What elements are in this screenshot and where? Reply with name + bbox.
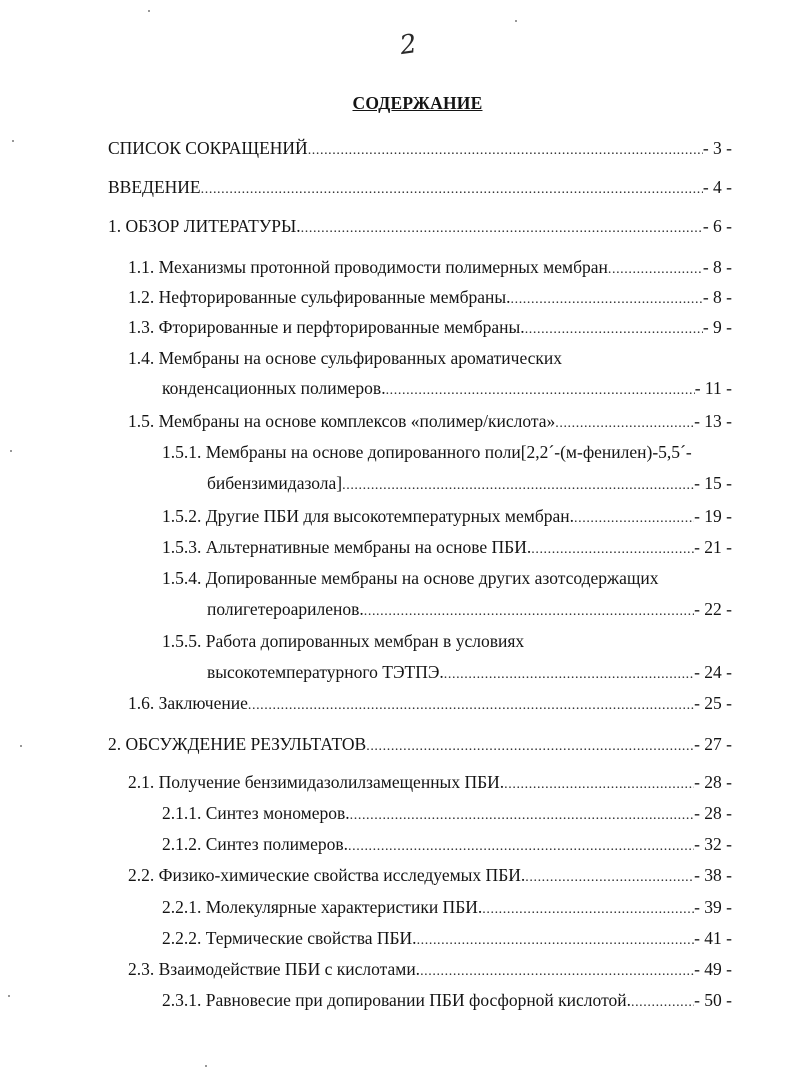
dot-leader xyxy=(386,380,695,402)
toc-page-number: - 49 - xyxy=(694,959,732,979)
dot-leader xyxy=(531,539,694,561)
toc-entry-text: ВВЕДЕНИЕ xyxy=(108,177,201,197)
toc-entry-text: 1.6. Заключение xyxy=(128,693,248,713)
page-title: СОДЕРЖАНИЕ xyxy=(352,93,483,113)
toc-entry-1-5-3[interactable] xyxy=(162,536,732,561)
scan-speck xyxy=(148,10,150,12)
toc-entry-text: 2.2.2. Термические свойства ПБИ. xyxy=(162,928,417,948)
toc-entry-2-3-1[interactable] xyxy=(162,989,732,1014)
dot-leader xyxy=(574,508,694,530)
toc-entry-1-1[interactable] xyxy=(128,256,732,281)
toc-entry-text: 2.1.2. Синтез полимеров. xyxy=(162,834,349,854)
toc-entry-2-1-1[interactable] xyxy=(162,802,732,827)
toc-entry-text: 1.5. Мембраны на основе комплексов «полимер/кислота» xyxy=(128,411,556,431)
toc-entry-chapter-2[interactable] xyxy=(108,733,732,758)
toc-entry-text: 2.3.1. Равновесие при допировании ПБИ фосфорной кислотой. xyxy=(162,990,631,1010)
scan-speck xyxy=(515,20,517,22)
dot-leader xyxy=(511,289,703,311)
dot-leader xyxy=(525,319,703,341)
toc-entry-text: 1.5.2. Другие ПБИ для высокотемпературных мембран. xyxy=(162,506,575,526)
toc-page-number: - 24 - xyxy=(694,662,732,682)
toc-entry-text: полигетероариленов. xyxy=(207,599,364,619)
toc-page-number: - 8 - xyxy=(702,257,732,277)
toc-entry-2-1-2[interactable] xyxy=(162,833,732,858)
toc-entry-1-3[interactable] xyxy=(128,316,732,341)
dot-leader xyxy=(525,867,694,889)
toc-entry-1-4-line1[interactable]: 1.4. Мембраны на основе сульфированных ароматических xyxy=(128,348,563,368)
toc-entry-text: 1. ОБЗОР ЛИТЕРАТУРЫ. xyxy=(108,216,301,236)
scan-speck xyxy=(20,745,22,747)
toc-entry-1-5-5-line1[interactable]: 1.5.5. Работа допированных мембран в условиях xyxy=(162,631,525,651)
dot-leader xyxy=(348,836,694,858)
dot-leader xyxy=(366,736,694,758)
dot-leader xyxy=(308,140,703,162)
dot-leader xyxy=(364,601,694,623)
dot-leader xyxy=(444,664,694,686)
toc-entry-2-2-2[interactable] xyxy=(162,927,732,952)
toc-entry-text: СПИСОК СОКРАЩЕНИЙ xyxy=(108,138,308,158)
scan-speck xyxy=(12,140,14,142)
toc-page-number: - 11 - xyxy=(694,378,732,398)
toc-entry-2-2-1[interactable] xyxy=(162,896,732,921)
toc-page-number: - 15 - xyxy=(694,473,732,493)
toc-entry-text: 1.1. Механизмы протонной проводимости полимерных мембран xyxy=(128,257,608,277)
scan-speck xyxy=(8,995,10,997)
dot-leader xyxy=(420,961,694,983)
toc-page-number: - 39 - xyxy=(694,897,732,917)
toc-entry-chapter-1[interactable] xyxy=(108,215,732,240)
toc-page-number: - 41 - xyxy=(694,928,732,948)
dot-leader xyxy=(631,992,694,1014)
dot-leader xyxy=(342,475,694,497)
toc-entry-introduction[interactable] xyxy=(108,176,732,201)
toc-entry-1-5[interactable] xyxy=(128,410,732,435)
scan-speck xyxy=(205,1065,207,1067)
toc-entry-text: высокотемпературного ТЭТПЭ. xyxy=(207,662,444,682)
toc-page-number: - 9 - xyxy=(702,317,732,337)
toc-page-number: - 27 - xyxy=(694,734,732,754)
page-number: 2 xyxy=(397,28,419,62)
toc-entry-1-6[interactable] xyxy=(128,692,732,717)
toc-entry-text: бибензимидазола] xyxy=(207,473,343,493)
toc-entry-text: 1.2. Нефторированные сульфированные мембраны. xyxy=(128,287,511,307)
dot-leader xyxy=(248,695,694,717)
toc-entry-abbreviations[interactable] xyxy=(108,137,732,162)
toc-entry-1-5-1-line1[interactable]: 1.5.1. Мембраны на основе допированного поли[2,2´-(м-фенилен)-5,5´- xyxy=(162,442,692,462)
toc-entry-text: конденсационных полимеров. xyxy=(162,378,386,398)
toc-entry-2-1[interactable] xyxy=(128,771,732,796)
toc-entry-text: 2.1. Получение бензимидазолилзамещенных ПБИ. xyxy=(128,772,505,792)
toc-entry-1-5-1[interactable] xyxy=(207,472,732,497)
toc-entry-1-5-4[interactable] xyxy=(207,598,732,623)
dot-leader xyxy=(608,259,703,281)
toc-entry-1-5-2[interactable] xyxy=(162,505,732,530)
dot-leader xyxy=(350,805,694,827)
dot-leader xyxy=(201,179,703,201)
toc-entry-text: 2.2. Физико-химические свойства исследуемых ПБИ. xyxy=(128,865,526,885)
toc-page-number: - 38 - xyxy=(694,865,732,885)
toc-page-number: - 13 - xyxy=(694,411,732,431)
scan-speck xyxy=(10,450,12,452)
toc-entry-2-3[interactable] xyxy=(128,958,732,983)
toc-page-number: - 25 - xyxy=(694,693,732,713)
toc-entry-1-5-5[interactable] xyxy=(207,661,732,686)
toc-entry-text: 1.5.3. Альтернативные мембраны на основе ПБИ. xyxy=(162,537,532,557)
toc-page-number: - 4 - xyxy=(702,177,732,197)
toc-page-number: - 3 - xyxy=(702,138,732,158)
dot-leader xyxy=(482,899,694,921)
toc-page-number: - 50 - xyxy=(694,990,732,1010)
toc-entry-2-2[interactable] xyxy=(128,864,732,889)
toc-page-number: - 8 - xyxy=(702,287,732,307)
toc-entry-text: 2. ОБСУЖДЕНИЕ РЕЗУЛЬТАТОВ xyxy=(108,734,367,754)
toc-page-number: - 28 - xyxy=(694,803,732,823)
dot-leader xyxy=(417,930,695,952)
toc-page-number: - 32 - xyxy=(694,834,732,854)
toc-entry-1-2[interactable] xyxy=(128,286,732,311)
toc-entry-text: 2.1.1. Синтез мономеров. xyxy=(162,803,350,823)
toc-page-number: - 21 - xyxy=(694,537,732,557)
toc-entry-text: 1.3. Фторированные и перфторированные мембраны. xyxy=(128,317,525,337)
toc-entry-1-5-4-line1[interactable]: 1.5.4. Допированные мембраны на основе других азотсодержащих xyxy=(162,568,659,588)
toc-entry-text: 2.3. Взаимодействие ПБИ с кислотами. xyxy=(128,959,421,979)
toc-entry-text: 2.2.1. Молекулярные характеристики ПБИ. xyxy=(162,897,483,917)
dot-leader xyxy=(555,413,694,435)
toc-page-number: - 22 - xyxy=(694,599,732,619)
toc-page-number: - 28 - xyxy=(694,772,732,792)
toc-entry-1-4[interactable] xyxy=(162,377,732,402)
toc-page-number: - 6 - xyxy=(702,216,732,236)
dot-leader xyxy=(504,774,694,796)
toc-page-number: - 19 - xyxy=(694,506,732,526)
dot-leader xyxy=(301,218,703,240)
